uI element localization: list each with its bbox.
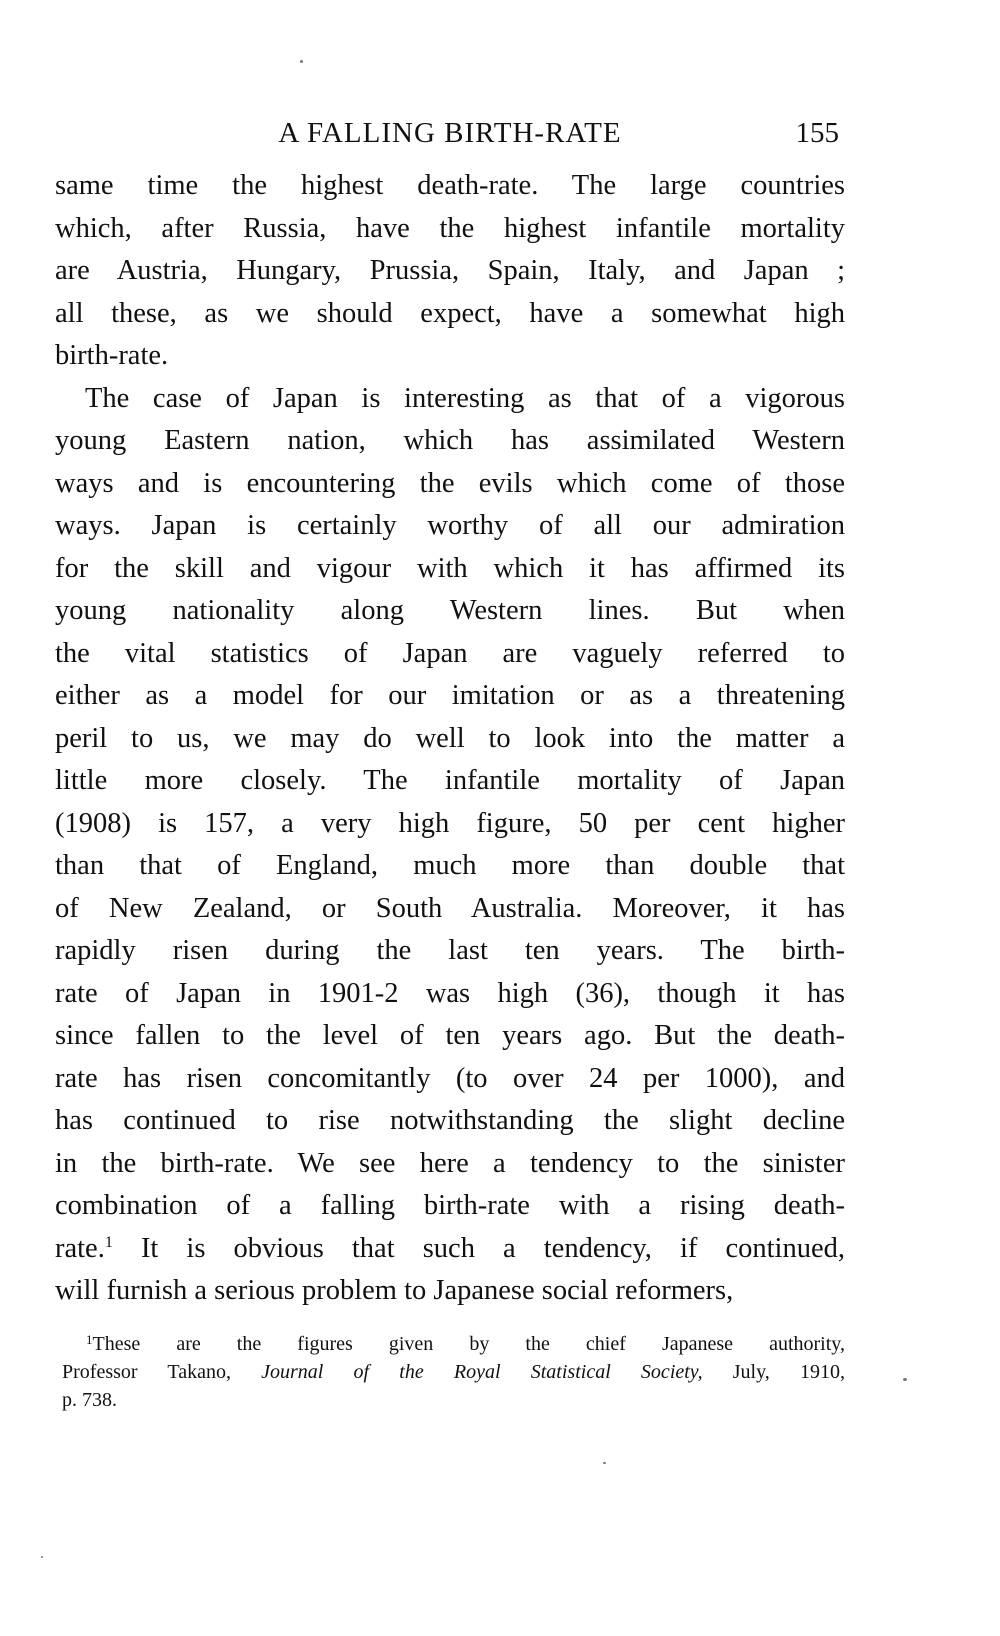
text-line: (1908) is 157, a very high figure, 50 per cent higher	[55, 807, 845, 839]
text-line: for the skill and vigour with which it has affirmed its	[55, 552, 845, 584]
text-line: since fallen to the level of ten years ago. But the death-	[55, 1020, 845, 1051]
text-line: rate of Japan in 1901-2 was high (36), though it has	[55, 977, 845, 1009]
text-line-with-footnote-ref	[55, 1228, 845, 1271]
text-line: will furnish a serious problem to Japanese social reformers,	[55, 1275, 734, 1306]
footnote-page: p. 738.	[62, 1389, 117, 1411]
footnote-author: Professor Takano,	[62, 1361, 231, 1383]
running-head	[55, 113, 845, 153]
footnote-line	[62, 1358, 845, 1386]
text-line: all these, as we should expect, have a somewhat high	[55, 297, 845, 329]
line-start: rate.	[55, 1232, 105, 1264]
text-line: young Eastern nation, which has assimilated Western	[55, 425, 845, 456]
text-line: the vital statistics of Japan are vaguely referred to	[55, 637, 845, 669]
footnote-date: July, 1910,	[732, 1361, 845, 1383]
paragraph-start-line: The case of Japan is interesting as that of a vigorous	[85, 382, 845, 414]
text-line: ways and is encountering the evils which come of those	[55, 467, 845, 499]
text-line: ways. Japan is certainly worthy of all our admiration	[55, 510, 845, 541]
footnote-line	[62, 1330, 845, 1358]
text-line: than that of England, much more than double that	[55, 850, 845, 881]
page-number: 155	[795, 117, 839, 149]
text-line: either as a model for our imitation or as a threatening	[55, 680, 845, 711]
text-line: peril to us, we may do well to look into the matter a	[55, 722, 845, 754]
text-line: has continued to rise notwithstanding the slight decline	[55, 1105, 845, 1136]
footnote-text: These are the figures given by the chief Japanese authority,	[92, 1333, 845, 1355]
text-line: combination of a falling birth-rate with a rising death-	[55, 1190, 845, 1221]
text-line: rapidly risen during the last ten years. The birth-	[55, 935, 845, 966]
text-line: in the birth-rate. We see here a tendency to the sinister	[55, 1147, 845, 1179]
text-line: which, after Russia, have the highest infantile mortality	[55, 212, 845, 244]
footnote-marker: 1	[86, 1332, 93, 1347]
body-text	[55, 165, 845, 1313]
text-line: same time the highest death-rate. The large countries	[55, 170, 845, 201]
text-line: are Austria, Hungary, Prussia, Spain, Italy, and Japan ;	[55, 255, 845, 286]
text-line: little more closely. The infantile mortality of Japan	[55, 765, 845, 796]
footnote-journal: Journal of the Royal Statistical Society,	[261, 1361, 703, 1383]
text-line: birth-rate.	[55, 340, 169, 371]
footnote-ref[interactable]: 1	[104, 1233, 113, 1251]
text-line: young nationality along Western lines. But when	[55, 595, 845, 626]
line-rest: It is obvious that such a tendency, if continued,	[140, 1232, 845, 1264]
footnote	[62, 1330, 845, 1414]
text-line: of New Zealand, or South Australia. Moreover, it has	[55, 892, 845, 924]
running-title: A FALLING BIRTH-RATE	[278, 117, 622, 149]
text-line: rate has risen concomitantly (to over 24 per 1000), and	[55, 1062, 845, 1094]
